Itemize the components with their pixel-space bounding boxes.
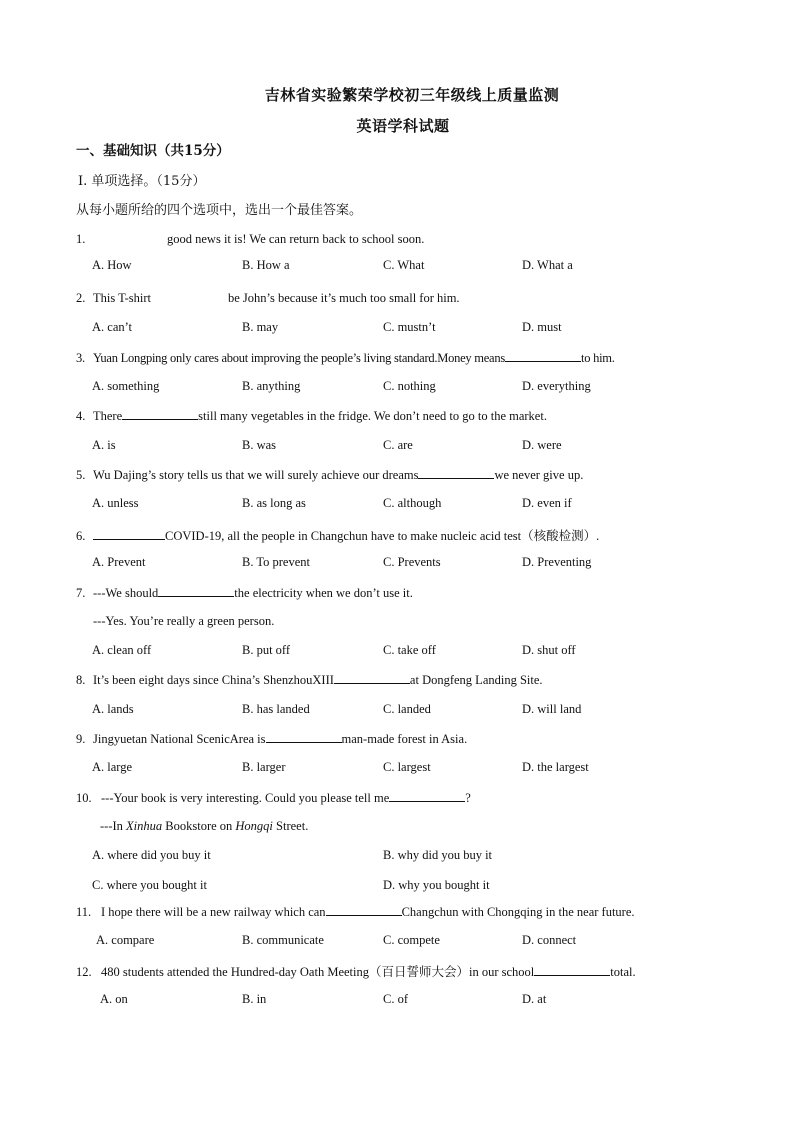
option-b[interactable]: B. larger <box>242 760 286 774</box>
question-text-end: Changchun with Chongqing in the near future. <box>401 905 635 919</box>
instructions: 从每小题所给的四个选项中，选出一个最佳答案。 <box>76 203 363 218</box>
question-4 <box>76 408 547 424</box>
question-text-start: Yuan Longping only cares about improving the people’s living standard.Money means <box>93 351 505 365</box>
answer-blank[interactable] <box>266 731 342 743</box>
question-number: 5. <box>76 468 86 482</box>
question-number: 7. <box>76 586 86 600</box>
reply-text: Street. <box>272 819 309 833</box>
exam-title: 吉林省实验繁荣学校初三年级线上质量监测 <box>264 86 560 104</box>
option-a[interactable]: A. Prevent <box>92 555 146 569</box>
question-text-start: Jingyuetan National ScenicArea is <box>93 732 266 746</box>
option-d[interactable]: D. must <box>522 320 562 334</box>
question-number: 2. <box>76 291 86 305</box>
question-text-end: be John’s because it’s much too small for him. <box>228 291 460 305</box>
question-number: 11. <box>76 905 92 919</box>
reply-street-name: Hongqi <box>235 819 273 833</box>
question-3 <box>76 350 615 366</box>
option-a[interactable]: A. is <box>92 438 116 452</box>
option-d[interactable]: D. Preventing <box>522 555 592 569</box>
option-c[interactable]: C. compete <box>383 933 440 947</box>
option-d[interactable]: D. even if <box>522 496 572 510</box>
option-a[interactable]: A. clean off <box>92 643 152 657</box>
question-7-reply: ---Yes. You’re really a green person. <box>93 614 275 628</box>
option-c[interactable]: C. largest <box>383 760 431 774</box>
option-d[interactable]: D. the largest <box>522 760 589 774</box>
question-text-start: This T-shirt <box>93 291 151 305</box>
option-d[interactable]: D. were <box>522 438 562 452</box>
question-text-end: total. <box>610 965 636 979</box>
question-text-end: ? <box>465 791 471 805</box>
option-a[interactable]: A. can’t <box>92 320 133 334</box>
option-a[interactable]: A. where did you buy it <box>92 848 211 862</box>
option-d[interactable]: D. connect <box>522 933 577 947</box>
option-a[interactable]: A. compare <box>96 933 155 947</box>
option-a[interactable]: A. unless <box>92 496 139 510</box>
option-c[interactable]: C. landed <box>383 702 431 716</box>
option-c[interactable]: C. What <box>383 258 425 272</box>
answer-blank[interactable] <box>418 467 494 479</box>
question-text-start: It’s been eight days since China’s ShenzhouXIII <box>93 673 334 687</box>
question-number: 6. <box>76 529 86 543</box>
question-10-reply <box>100 819 308 834</box>
question-number: 9. <box>76 732 86 746</box>
answer-blank[interactable] <box>93 528 165 540</box>
option-b[interactable]: B. as long as <box>242 496 306 510</box>
question-text-start: I hope there will be a new railway which can <box>101 905 326 919</box>
option-b[interactable]: B. has landed <box>242 702 310 716</box>
option-a[interactable]: A. How <box>92 258 132 272</box>
question-2 <box>76 291 460 306</box>
option-b[interactable]: B. To prevent <box>242 555 310 569</box>
section-heading: 一、基础知识（共15分） <box>76 143 230 159</box>
option-b[interactable]: B. why did you buy it <box>383 848 493 862</box>
question-12 <box>76 962 636 980</box>
option-d[interactable]: D. at <box>522 992 547 1006</box>
reply-text: ---In <box>100 819 127 833</box>
option-c[interactable]: C. although <box>383 496 442 510</box>
question-number: 8. <box>76 673 86 687</box>
answer-blank[interactable] <box>389 790 465 802</box>
question-text-start: 480 students attended the Hundred-day Oath Meeting（百日誓师大会）in our school <box>101 965 535 979</box>
option-b[interactable]: B. How a <box>242 258 290 272</box>
question-number: 4. <box>76 409 86 423</box>
option-a[interactable]: A. lands <box>92 702 134 716</box>
sub-heading: Ⅰ. 单项选择。（15分） <box>78 174 206 189</box>
question-number: 12. <box>76 965 92 979</box>
option-c[interactable]: C. nothing <box>383 379 436 393</box>
question-10 <box>76 790 471 806</box>
question-7 <box>76 585 413 601</box>
question-text-end: at Dongfeng Landing Site. <box>409 673 543 687</box>
question-number: 1. <box>76 232 86 246</box>
option-c[interactable]: C. are <box>383 438 413 452</box>
question-text-end: to him. <box>580 351 615 365</box>
reply-bookstore-name: Xinhua <box>126 819 163 833</box>
question-8 <box>76 672 543 688</box>
option-c[interactable]: C. Prevents <box>383 555 441 569</box>
option-c[interactable]: C. of <box>383 992 408 1006</box>
question-text: good news it is! We can return back to school soon. <box>167 232 425 246</box>
option-b[interactable]: B. in <box>242 992 267 1006</box>
question-text-end: COVID-19, all the people in Changchun have to make nucleic acid test（核酸检测）. <box>165 529 600 543</box>
option-c[interactable]: C. take off <box>383 643 436 657</box>
exam-subject-title: 英语学科试题 <box>356 117 450 135</box>
question-5 <box>76 467 583 483</box>
question-text-end: we never give up. <box>494 468 584 482</box>
option-b[interactable]: B. may <box>242 320 279 334</box>
answer-blank[interactable] <box>505 350 581 362</box>
option-d[interactable]: D. shut off <box>522 643 576 657</box>
option-b[interactable]: B. put off <box>242 643 291 657</box>
option-b[interactable]: B. anything <box>242 379 301 393</box>
option-d[interactable]: D. will land <box>522 702 582 716</box>
question-text-start: ---Your book is very interesting. Could you please tell me <box>101 791 390 805</box>
answer-blank[interactable] <box>122 408 198 420</box>
option-b[interactable]: B. communicate <box>242 933 324 947</box>
question-text-end: man-made forest in Asia. <box>341 732 468 746</box>
question-text-end: still many vegetables in the fridge. We don’t need to go to the market. <box>198 409 547 423</box>
question-number: 3. <box>76 351 85 365</box>
question-text-start: ---We should <box>93 586 159 600</box>
option-c[interactable]: C. where you bought it <box>92 878 207 892</box>
option-c[interactable]: C. mustn’t <box>383 320 436 334</box>
question-number: 10. <box>76 791 92 805</box>
option-d[interactable]: D. What a <box>522 258 573 272</box>
option-d[interactable]: D. why you bought it <box>383 878 490 892</box>
question-text-start: Wu Dajing’s story tells us that we will surely achieve our dreams <box>93 468 419 482</box>
option-a[interactable]: A. on <box>100 992 128 1006</box>
option-a[interactable]: A. something <box>92 379 160 393</box>
option-a[interactable]: A. large <box>92 760 133 774</box>
question-text-end: the electricity when we don’t use it. <box>234 586 413 600</box>
question-6 <box>76 526 599 544</box>
question-9 <box>76 731 467 747</box>
answer-blank[interactable] <box>158 585 234 597</box>
answer-blank[interactable] <box>334 672 410 684</box>
answer-blank[interactable] <box>534 964 610 976</box>
question-1 <box>76 232 424 247</box>
answer-blank[interactable] <box>326 904 402 916</box>
option-b[interactable]: B. was <box>242 438 277 452</box>
option-d[interactable]: D. everything <box>522 379 591 393</box>
question-11 <box>76 904 635 920</box>
reply-text: Bookstore on <box>162 819 236 833</box>
question-text-start: There <box>93 409 123 423</box>
